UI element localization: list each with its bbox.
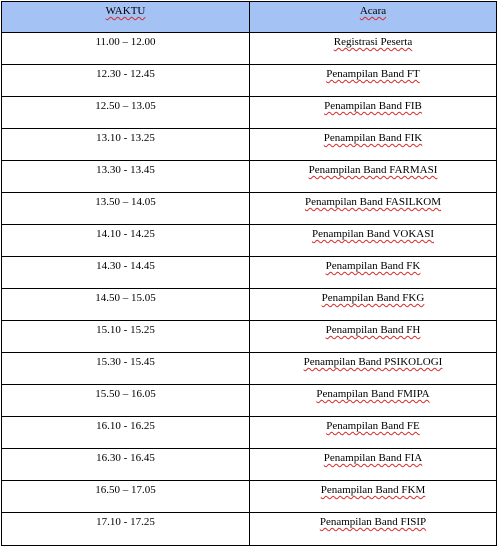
table-row bbox=[2, 353, 497, 385]
event-label: Penampilan Band FASILKOM bbox=[304, 196, 442, 208]
event-label: Penampilan Band FE bbox=[326, 420, 420, 432]
time-cell[interactable]: 15.50 – 16.05 bbox=[2, 385, 250, 417]
time-cell[interactable]: 11.00 – 12.00 bbox=[2, 33, 250, 65]
event-label: Penampilan Band FARMASI bbox=[308, 164, 438, 176]
event-label: Registrasi Peserta bbox=[333, 36, 413, 48]
header-waktu-label: WAKTU bbox=[105, 5, 146, 17]
event-cell[interactable] bbox=[250, 289, 497, 321]
event-cell[interactable] bbox=[250, 257, 497, 289]
table-header-row bbox=[2, 2, 497, 33]
event-cell[interactable] bbox=[250, 193, 497, 225]
header-acara-label: Acara bbox=[359, 5, 387, 17]
event-cell[interactable] bbox=[250, 129, 497, 161]
table-row bbox=[2, 417, 497, 449]
time-cell[interactable]: 15.30 - 15.45 bbox=[2, 353, 250, 385]
event-label: Penampilan Band FIK bbox=[323, 132, 423, 144]
time-cell[interactable]: 14.30 - 14.45 bbox=[2, 257, 250, 289]
time-cell[interactable]: 13.30 - 13.45 bbox=[2, 161, 250, 193]
time-cell[interactable]: 12.50 – 13.05 bbox=[2, 97, 250, 129]
table-row bbox=[2, 321, 497, 353]
event-cell[interactable] bbox=[250, 481, 497, 513]
time-cell[interactable]: 13.10 - 13.25 bbox=[2, 129, 250, 161]
time-cell[interactable]: 13.50 – 14.05 bbox=[2, 193, 250, 225]
time-cell[interactable]: 15.10 - 15.25 bbox=[2, 321, 250, 353]
time-cell[interactable]: 16.50 – 17.05 bbox=[2, 481, 250, 513]
header-waktu[interactable] bbox=[2, 2, 250, 33]
time-cell[interactable]: 17.10 - 17.25 bbox=[2, 513, 250, 546]
event-label: Penampilan Band FMIPA bbox=[316, 388, 430, 400]
event-cell[interactable] bbox=[250, 321, 497, 353]
event-label: Penampilan Band FIB bbox=[324, 100, 422, 112]
event-cell[interactable] bbox=[250, 449, 497, 481]
table-row bbox=[2, 65, 497, 97]
table-row bbox=[2, 97, 497, 129]
event-label: Penampilan Band FKG bbox=[321, 292, 425, 304]
event-cell[interactable] bbox=[250, 417, 497, 449]
event-label: Penampilan Band VOKASI bbox=[311, 228, 434, 240]
event-label: Penampilan Band FH bbox=[325, 324, 421, 336]
table-row bbox=[2, 481, 497, 513]
event-label: Penampilan Band FISIP bbox=[319, 516, 427, 528]
table-row bbox=[2, 225, 497, 257]
time-cell[interactable]: 16.10 - 16.25 bbox=[2, 417, 250, 449]
table-row bbox=[2, 161, 497, 193]
time-cell[interactable]: 14.50 – 15.05 bbox=[2, 289, 250, 321]
event-label: Penampilan Band FT bbox=[326, 68, 420, 80]
table-row bbox=[2, 129, 497, 161]
table-row bbox=[2, 257, 497, 289]
schedule-table bbox=[1, 1, 497, 546]
event-label: Penampilan Band FKM bbox=[320, 484, 426, 496]
event-cell[interactable] bbox=[250, 353, 497, 385]
event-label: Penampilan Band FIA bbox=[323, 452, 423, 464]
time-cell[interactable]: 16.30 - 16.45 bbox=[2, 449, 250, 481]
table-row bbox=[2, 385, 497, 417]
event-label: Penampilan Band FK bbox=[325, 260, 421, 272]
event-cell[interactable] bbox=[250, 225, 497, 257]
time-cell[interactable]: 14.10 - 14.25 bbox=[2, 225, 250, 257]
header-acara[interactable] bbox=[250, 2, 497, 33]
event-cell[interactable] bbox=[250, 385, 497, 417]
event-cell[interactable] bbox=[250, 513, 497, 546]
table-row bbox=[2, 449, 497, 481]
event-label: Penampilan Band PSIKOLOGI bbox=[303, 356, 443, 368]
event-cell[interactable] bbox=[250, 97, 497, 129]
table-row bbox=[2, 193, 497, 225]
time-cell[interactable]: 12.30 - 12.45 bbox=[2, 65, 250, 97]
event-cell[interactable] bbox=[250, 33, 497, 65]
event-cell[interactable] bbox=[250, 65, 497, 97]
table-row bbox=[2, 33, 497, 65]
table-row bbox=[2, 513, 497, 546]
table-row bbox=[2, 289, 497, 321]
event-cell[interactable] bbox=[250, 161, 497, 193]
